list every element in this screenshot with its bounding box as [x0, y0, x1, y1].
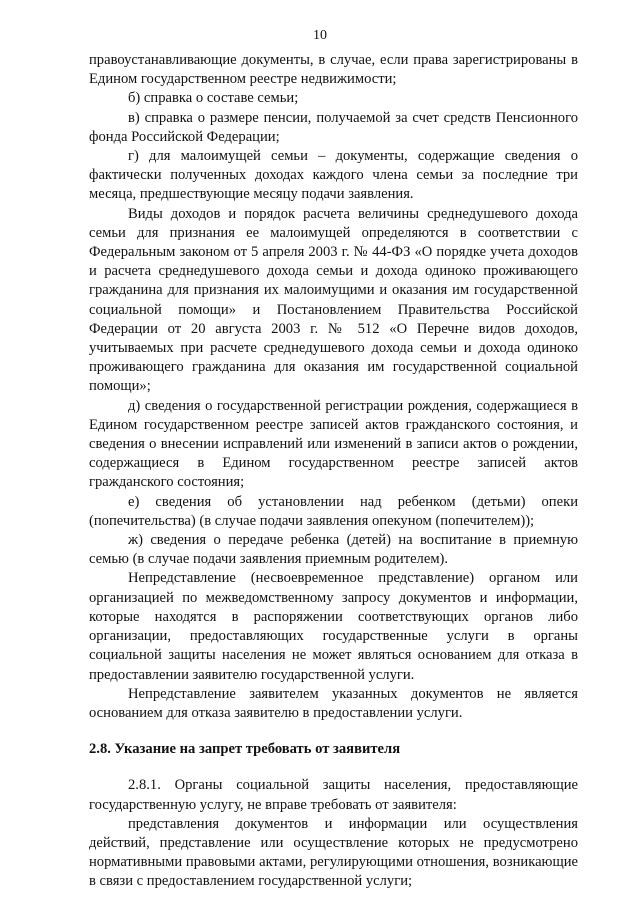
paragraph-item-g: г) для малоимущей семьи – документы, содержащие сведения о фактически полученных доходах каждого члена семьи за последние три месяца, предшествующие месяцу подачи заявления.: [89, 148, 578, 203]
paragraph-2-8-1: 2.8.1. Органы социальной защиты населения, предоставляющие государственную услугу, не вправе требовать от заявителя:: [89, 777, 578, 813]
paragraph-item-e: е) сведения об установлении над ребенком (детьми) опеки (попечительства) (в случае подачи заявления опекуном (попечителем));: [89, 493, 578, 529]
paragraph-item-v: в) справка о размере пенсии, получаемой за счет средств Пенсионного фонда Российской Федерации;: [89, 109, 578, 145]
paragraph-item-d: д) сведения о государственной регистрации рождения, содержащиеся в Едином государственном реестре записей актов гражданского состояния, и сведения о внесении исправлений или изменений в записи актов о рождении, содержащиеся в Едином государственном реестре записей актов гражданского состояния;: [89, 397, 578, 491]
paragraph-documents-provision: представления документов и информации или осуществления действий, представление или осуществление которых не предусмотрено нормативными правовыми актами, регулирующими отношения, возникающие в связи с предоставлением государственной услуги;: [89, 815, 578, 890]
paragraph-nonsubmission-applicant: Непредставление заявителем указанных документов не является основанием для отказа заявителю в предоставлении услуги.: [89, 685, 578, 721]
paragraph-item-zh: ж) сведения о передаче ребенка (детей) на воспитание в приемную семью (в случае подачи заявления приемным родителем).: [89, 532, 578, 568]
paragraph-income-types: Виды доходов и порядок расчета величины среднедушевого дохода семьи для признания ее малоимущей определяются в соответствии с Федеральным законом от 5 апреля 2003 г. № 44-ФЗ «О порядке учета доходов и расчета среднедушевого дохода семьи и дохода одиноко проживающего гражданина для признания их малоимущими и оказания им государственной социальной помощи» и Постановлением Правительства Российской Федерации от 20 августа 2003 г. № 512 «О Перечне видов доходов, учитываемых при расчете среднедушевого дохода семьи и дохода одиноко проживающего гражданина для оказания им государственной социальной помощи»;: [89, 205, 578, 395]
document-body: [89, 51, 578, 892]
section-heading: 2.8. Указание на запрет требовать от заявителя: [89, 741, 401, 758]
paragraph-rights-documents: правоустанавливающие документы, в случае, если права зарегистрированы в Едином государственном реестре недвижимости;: [89, 52, 578, 88]
paragraph-nonsubmission-agency: Непредставление (несвоевременное представление) органом или организацией по межведомственному запросу документов и информации, которые находятся в распоряжении соответствующих органов либо организации, предоставляющих государственные услуги в органы социальной защиты населения не может являться основанием для отказа в предоставлении заявителю государственной услуги.: [89, 570, 578, 683]
paragraph-item-b: б) справка о составе семьи;: [128, 90, 299, 107]
page-number: 10: [313, 28, 327, 43]
